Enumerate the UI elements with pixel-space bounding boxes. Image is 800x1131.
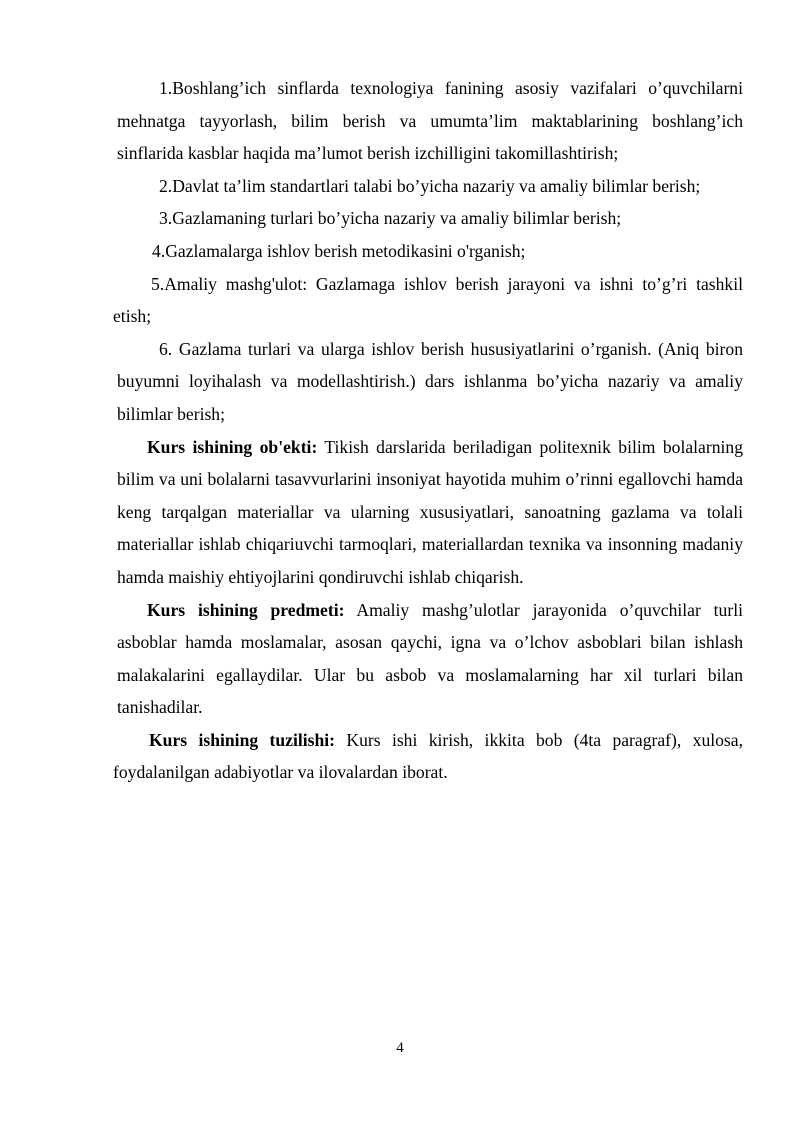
course-object-label: Kurs ishining ob'ekti: [147,436,318,457]
task-item-2: 2.Davlat ta’lim standartlari talabi bo’yicha nazariy va amaliy bilimlar berish; [159,175,701,196]
page-number: 4 [396,1040,404,1056]
course-subject-text: Amaliy mashg’ulotlar jarayonida o’quvchilar turli asboblar hamda moslamalar, asosan qaychi, igna va o’lchov asboblari bilan ishlash malakalarini egallaydilar. Ular bu asbob va moslamalarning har xil turlari bilan tanishadilar. [117,599,743,718]
course-object-text: Tikish darslarida beriladigan politexnik bilim bolalarning bilim va uni bolalarni tasavvurlarini insoniyat hayotida muhim o’rinni egallovchi hamda keng tarqalgan materiallar va ularning xususiyatlari, sanoatning gazlama va tolali materiallar ishlab chiqariuvchi tarmoqlari, materiallardan texnika va insonning madaniy hamda maishiy ehtiyojlarini qondiruvchi ishlab chiqarish. [117,436,743,587]
task-item-1: 1.Boshlang’ich sinflarda texnologiya fanining asosiy vazifalari o’quvchilarni mehnatga tayyorlash, bilim berish va umumta’lim maktablarining boshlang’ich sinflarida kasblar haqida ma’lumot berish izchilligini takomillashtirish; [117,78,743,164]
task-item-6: 6. Gazlama turlari va ularga ishlov berish hususiyatlarini o’rganish. (Aniq biron buyumni loyihalash va modellashtirish.) dars ishlanma bo’yicha nazariy va amaliy bilimlar berish; [117,338,743,424]
task-item-4: 4.Gazlamalarga ishlov berish metodikasini o'rganish; [152,240,526,261]
course-subject-paragraph [117,594,743,724]
course-subject-label: Kurs ishining predmeti: [147,599,345,620]
course-object-paragraph [117,431,743,594]
course-structure-text: Kurs ishi kirish, ikkita bob (4ta paragraf), xulosa, foydalanilgan adabiyotlar va ilovalardan iborat. [113,729,743,783]
course-structure-label: Kurs ishining tuzilishi: [149,729,336,750]
task-item-5: 5.Amaliy mashg'ulot: Gazlamaga ishlov berish jarayoni va ishni to’g’ri tashkil etish; [113,273,743,327]
document-body [113,72,743,789]
task-item-3: 3.Gazlamaning turlari bo’yicha nazariy va amaliy bilimlar berish; [159,208,622,229]
course-structure-paragraph [113,724,743,789]
